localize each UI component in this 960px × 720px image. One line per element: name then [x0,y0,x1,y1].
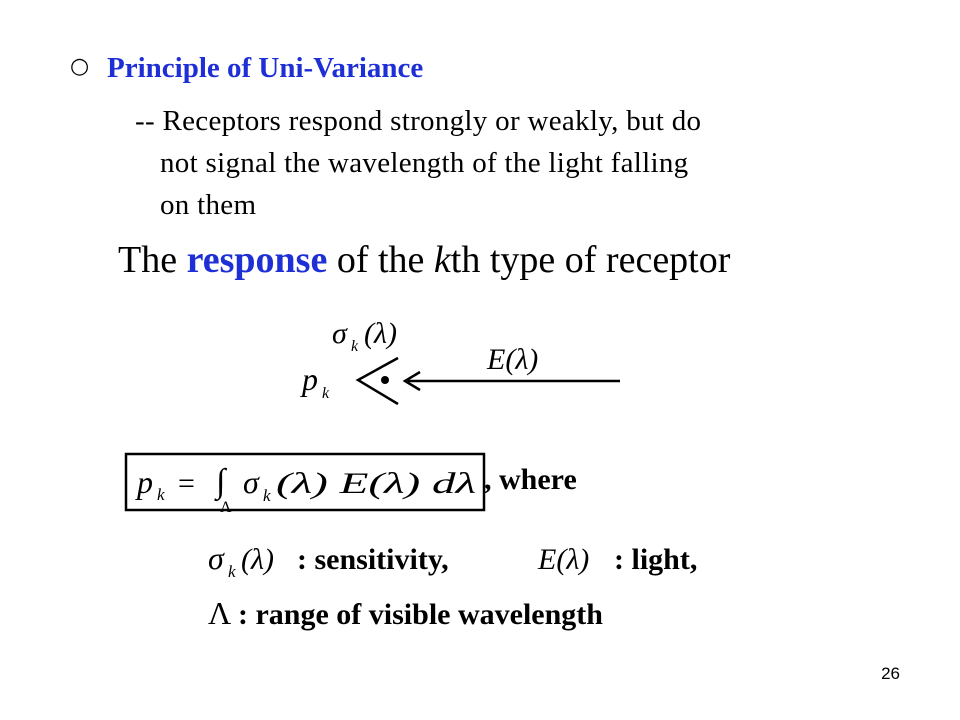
equation-lhs: p [137,464,153,500]
figure-sigma-argument: (λ) [364,317,397,350]
equation-integrand-subscript: k [263,486,271,505]
figure-p-symbol: p [302,361,318,397]
description-line-1: -- Receptors respond strongly or weakly, but do [135,105,702,137]
equation-integral: ∫ [216,463,226,500]
response-highlight: response [186,239,328,281]
slide-heading: Principle of Uni-Variance [107,52,424,84]
figure-sigma-subscript: k [351,338,359,355]
def-sigma-text: : sensitivity, [297,543,449,576]
def-lambda-text: : range of visible wavelength [238,598,603,631]
equation-equals: = [178,467,195,500]
def-e-symbol: E(λ) [538,543,590,576]
def-sigma-argument: (λ) [241,543,274,576]
figure-sigma-symbol: σ [332,317,347,350]
def-sigma-symbol: σ [208,540,224,576]
response-k: k [433,239,451,281]
equation-integrand-sigma: σ [243,464,259,500]
receptor-eye-icon [358,358,398,404]
figure-e-label: E(λ) [487,343,539,376]
equation-domain: Λ [220,499,232,516]
equation-lhs-subscript: k [157,485,165,504]
receptor-pupil-dot [381,376,389,384]
response-prefix: The [118,239,187,281]
def-sigma-subscript: k [228,562,236,581]
def-lambda-symbol: Λ [208,595,232,631]
description-line-3: on them [160,189,257,221]
response-suffix: th type of receptor [450,239,731,281]
bullet-circle: ○ [70,54,90,79]
page-number: 26 [881,664,900,683]
figure-p-subscript: k [322,385,330,402]
def-e-text: : light, [614,543,698,576]
description-line-2: not signal the wavelength of the light falling [160,147,689,179]
equation-where: , where [484,463,577,496]
equation-integrand-rest: (λ) E(λ) dλ [276,467,477,500]
response-mid: of the [327,239,434,281]
